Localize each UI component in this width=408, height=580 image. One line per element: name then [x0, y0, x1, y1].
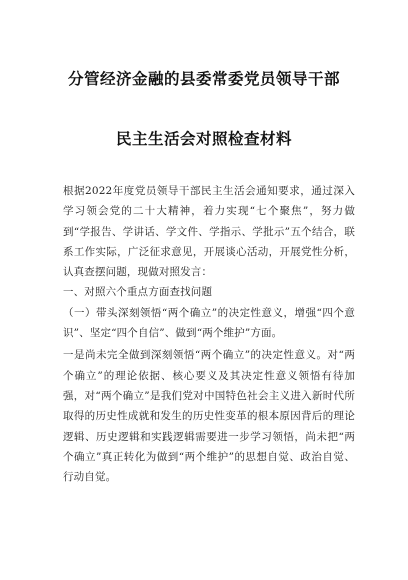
document-title-line-1: 分管经济金融的县委常委党员领导干部	[67, 70, 340, 88]
document-body	[63, 181, 355, 487]
problem-paragraph: 一是尚未完全做到深刻领悟“两个确立”的决定性意义。对“两个确立”的理论依据、核心要义及其决定性意义领悟有待加强，对“两个确立”是我们党对中国特色社会主义进入新时代所取得的历史性成就和发生的历史性变革的根本原因背后的理论逻辑、历史逻辑和实践逻辑需要进一步学习领悟，尚未把“两个确立”真正转化为做到“两个维护”的思想自觉、政治自觉、行动自觉。	[63, 349, 355, 484]
intro-paragraph: 根据2022年度党员领导干部民主生活会通知要求，通过深入学习领会党的二十大精神，着力实现“七个聚焦”，努力做到“学报告、学讲话、学文件、学指示、学批示”五个结合，联系工作实际，广泛征求意见，开展谈心活动，开展党性分析，认真查摆问题，现做对照发言：	[63, 185, 355, 279]
document-title-line-2: 民主生活会对照检查材料	[115, 130, 292, 148]
subsection-heading: （一）带头深刻领悟“两个确立”的决定性意义，增强“四个意识”、坚定“四个自信”、做到“两个维护”方面。	[63, 306, 355, 340]
section-heading: 一、对照六个重点方面查找问题	[63, 286, 213, 299]
